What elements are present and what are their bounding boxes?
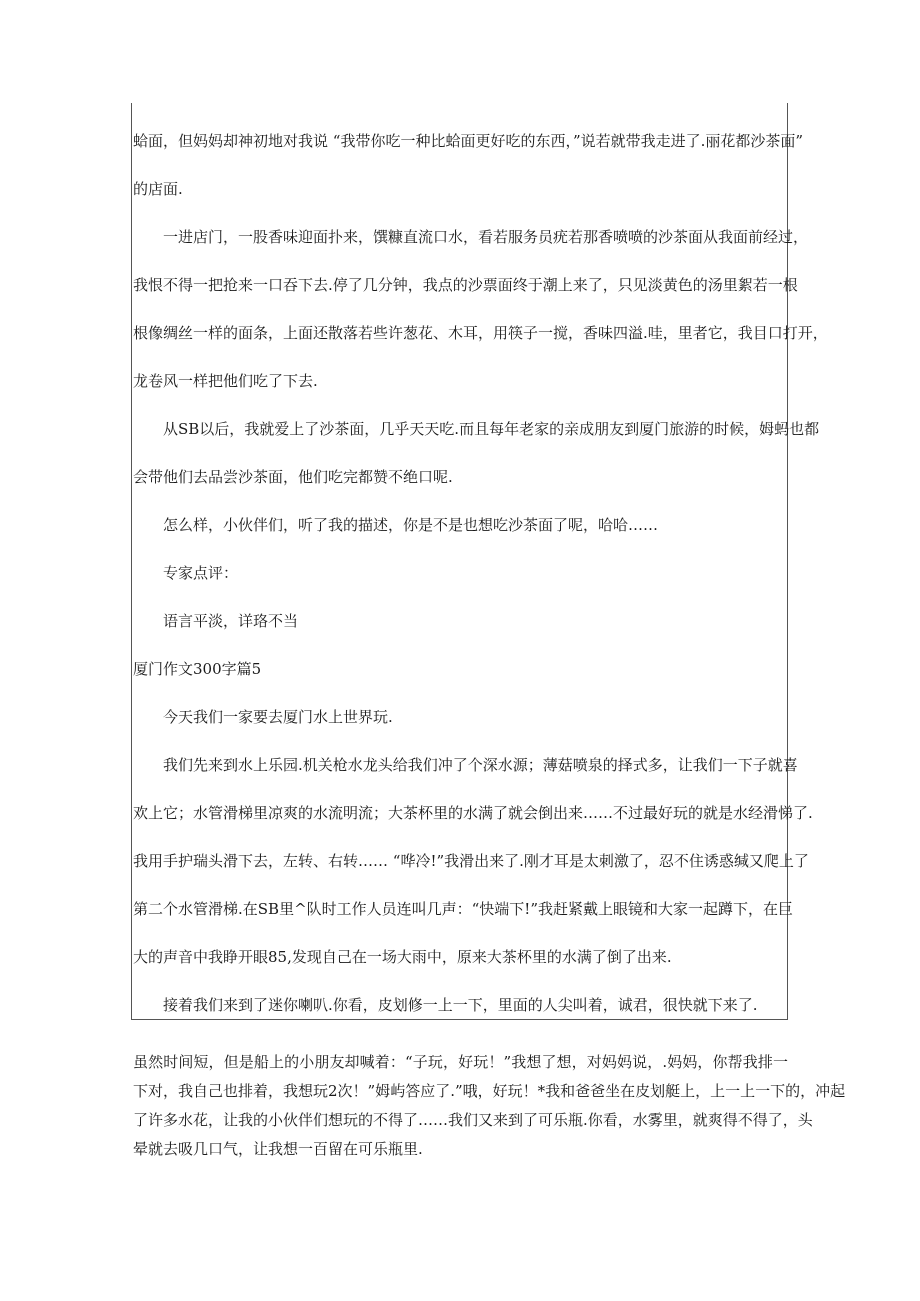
text-line: 下对，我自己也排着，我想玩2次！”姆屿答应了.”哦，好玩！*我和爸爸坐在皮划艇上，上一上一下的，冲起 bbox=[133, 1082, 846, 1100]
text-line: 第二个水管滑梯.在SB里^队时工作人员连叫几声：“快端下!”我赶紧戴上眼镜和大家一起蹲下，在巨 bbox=[133, 900, 794, 918]
text-line: 我用手护瑞头滑下去，左转、右转…… “哗冷!”我滑出来了.刚才耳是太刺激了，忍不住诱惑缄又爬上了 bbox=[133, 852, 809, 870]
text-line: 的店面. bbox=[133, 180, 183, 198]
expert-comment-text: 语言平淡，详珞不当 bbox=[163, 612, 299, 630]
text-line: 虽然时间短，但是船上的小朋友却喊着：“子玩，好玩！”我想了想，对妈妈说，.妈妈，你帮我排一 bbox=[133, 1053, 788, 1071]
section-heading: 厦门作文300字篇5 bbox=[133, 660, 262, 678]
text-line: 今天我们一家要去厦门水上世界玩. bbox=[163, 708, 393, 726]
text-line: 怎么样，小伙伴们，听了我的描述，你是不是也想吃沙茶面了呢，哈哈…… bbox=[163, 516, 659, 534]
text-line: 蛤面，但妈妈却神初地对我说 “我带你吃一种比蛤面更好吃的东西，”说若就带我走进了.丽花都沙茶面” bbox=[133, 132, 804, 150]
text-line: 了许多水花，让我的小伙伴们想玩的不得了……我们又来到了可乐瓶.你看，水雾里，就爽得不得了，头 bbox=[133, 1111, 813, 1129]
expert-comment-label: 专家点评： bbox=[163, 564, 239, 582]
text-line: 大的声音中我睁开眼85,发现自己在一场大雨中，原来大茶杯里的水满了倒了出来. bbox=[133, 948, 672, 966]
text-line: 我们先来到水上乐园.机关枪水龙头给我们冲了个深水源；薄菇喷泉的择式多，让我们一下子就喜 bbox=[163, 756, 798, 774]
text-line: 会带他们去品尝沙茶面，他们吃完都赞不绝口呢. bbox=[133, 468, 453, 486]
text-line: 我恨不得一把抢来一口吞下去.停了几分钟，我点的沙票面终于潮上来了，只见淡黄色的汤里絮若一根 bbox=[133, 276, 798, 294]
text-line: 从SB以后，我就爱上了沙茶面，几乎天天吃.而且每年老家的亲成朋友到厦门旅游的时候，姆蚂也都 bbox=[163, 420, 820, 438]
text-line: 龙卷风一样把他们吃了下去. bbox=[133, 372, 318, 390]
text-line: 根像绸丝一样的面条，上面还散落若些许葱花、木耳，用筷子一搅，香味四溢.哇，里者它，我目口打开， bbox=[133, 324, 828, 342]
text-line: 晕就去吸几口气，让我想一百留在可乐瓶里. bbox=[133, 1140, 423, 1158]
text-line: 欢上它；水管滑梯里凉爽的水流明流；大茶杯里的水满了就会倒出来……不过最好玩的就是水经滑悌了. bbox=[133, 804, 813, 822]
text-line: 接着我们来到了迷你喇叭.你看，皮划修一上一下，里面的人尖叫着，诚君，很快就下来了. bbox=[163, 996, 758, 1014]
text-line: 一进店门，一股香味迎面扑来，馔糠直流口水，看若服务员疣若那香喷喷的沙茶面从我面前经过， bbox=[163, 228, 809, 246]
